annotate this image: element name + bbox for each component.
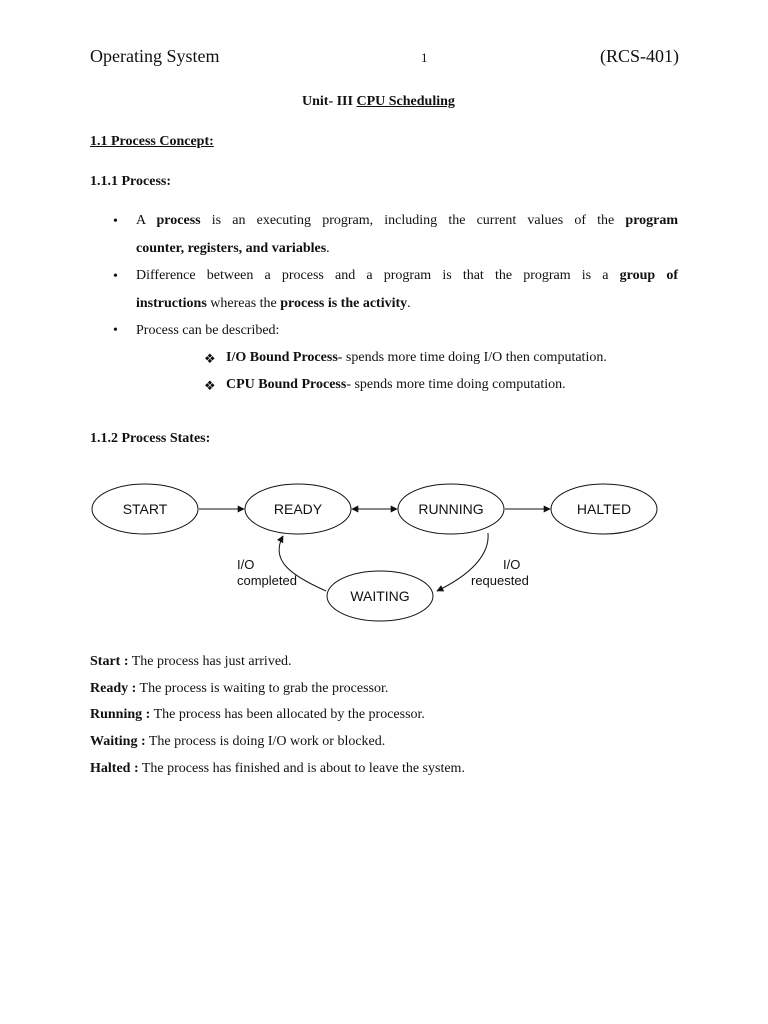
cpu-bound-desc: - spends more time doing computation. — [346, 377, 566, 392]
header-left: Operating System — [90, 46, 220, 66]
bullet2-period: . — [407, 296, 411, 311]
bullet1-bold-program: program — [625, 213, 679, 228]
bullet2-text-b: whereas the — [210, 296, 277, 311]
cpu-bound-label: CPU Bound Process — [226, 377, 347, 392]
io-requested-label-2: requested — [471, 573, 529, 588]
state-running-label: RUNNING — [418, 501, 484, 517]
state-halted-label: HALTED — [576, 501, 632, 517]
definition-term: Start : — [90, 654, 129, 669]
bullet-icon: • — [113, 323, 118, 338]
definition-desc: The process has finished and is about to leave the system. — [141, 761, 465, 776]
definition-desc: The process is doing I/O work or blocked. — [148, 734, 386, 749]
header-right: (RCS-401) — [600, 46, 680, 66]
state-waiting-label: WAITING — [350, 588, 410, 604]
bullet2-bold-group: group of — [619, 268, 679, 283]
definition-ready — [90, 681, 388, 697]
definition-halted — [90, 761, 465, 777]
section-heading-process-states: 1.1.2 Process States: — [90, 431, 211, 446]
section-heading-process-concept: 1.1 Process Concept: — [90, 134, 214, 149]
definition-desc: The process is waiting to grab the processor. — [139, 681, 389, 696]
title-unit: Unit- III — [302, 94, 353, 109]
bullet-icon: • — [113, 214, 118, 229]
bullet2-text-a: Difference between a process and a program is that the program is a — [136, 268, 609, 283]
definition-term: Running : — [90, 707, 151, 722]
definition-waiting — [90, 734, 385, 750]
io-completed-label-2: completed — [237, 573, 297, 588]
bullet1-bold-process: process — [156, 213, 201, 228]
bullet-process-described: Process can be described: — [136, 323, 280, 338]
title-topic: CPU Scheduling — [356, 94, 455, 109]
definition-start — [90, 654, 292, 670]
definition-running — [90, 707, 425, 723]
bullet2-bold-activity: process is the activity — [280, 296, 408, 311]
io-requested-label-1: I/O — [503, 557, 521, 572]
diamond-bullet-icon: ❖ — [204, 378, 216, 393]
definition-term: Halted : — [90, 761, 139, 776]
section-heading-process: 1.1.1 Process: — [90, 174, 171, 189]
definition-term: Waiting : — [90, 734, 146, 749]
diamond-bullet-icon: ❖ — [204, 351, 216, 366]
state-start-label: START — [122, 501, 168, 517]
io-bound-desc: - spends more time doing I/O then computation. — [337, 350, 607, 365]
bullet1-text-b: is an executing program, including the current values of the — [211, 213, 615, 228]
bullet1-bold-counter: counter, registers, and variables — [136, 241, 327, 256]
bullet2-bold-instructions: instructions — [136, 296, 207, 311]
definition-desc: The process has just arrived. — [131, 654, 292, 669]
state-ready-label: READY — [273, 501, 323, 517]
bullet1-period: . — [326, 241, 330, 256]
io-bound-label: I/O Bound Process — [226, 350, 338, 365]
definition-term: Ready : — [90, 681, 137, 696]
bullet1-text-a: A — [136, 213, 146, 228]
io-completed-label-1: I/O — [237, 557, 255, 572]
bullet-icon: • — [113, 269, 118, 284]
page-number: 1 — [421, 50, 428, 65]
definition-desc: The process has been allocated by the processor. — [153, 707, 425, 722]
